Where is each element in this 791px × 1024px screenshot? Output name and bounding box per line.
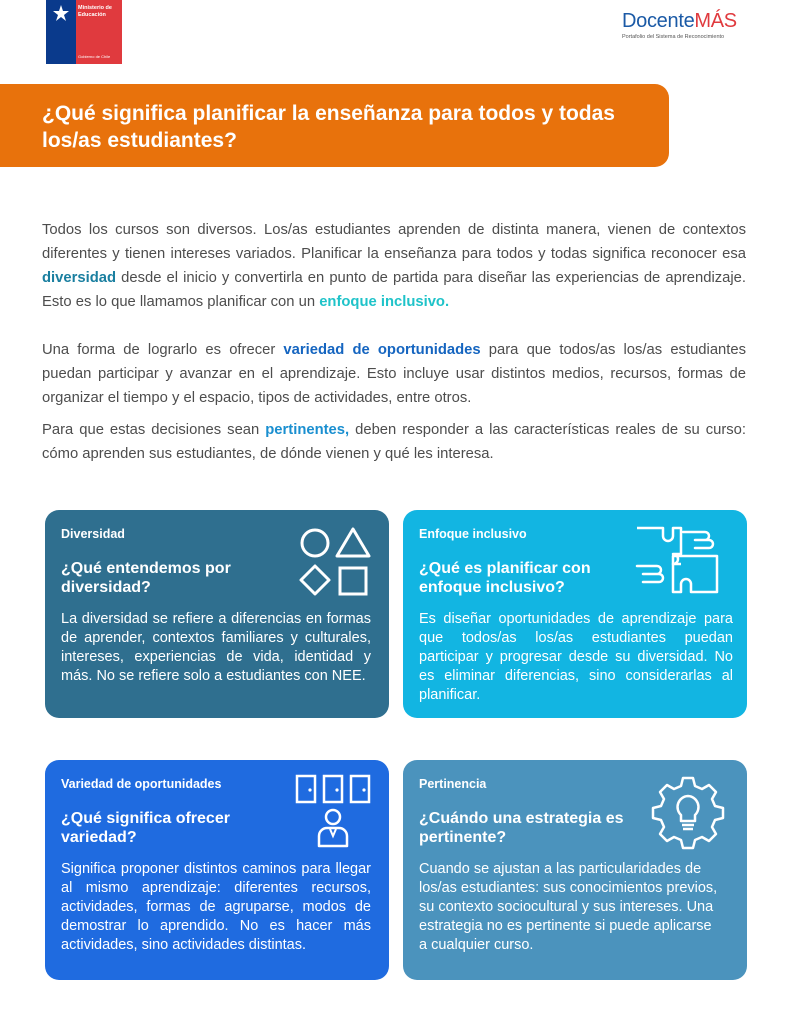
card-question: ¿Qué entendemos por diversidad? — [61, 560, 231, 596]
card-tag: Enfoque inclusivo — [419, 527, 527, 541]
card-text: La diversidad se refiere a diferencias en formas de aprender, contextos familiares y culturales, intereses, experiencias de vida, identidad y más. No se refiere solo a estudiantes con NEE. — [61, 611, 371, 684]
card-text: Significa proponer distintos caminos para llegar al mismo aprendizaje: diferentes recursos, actividades, formas de agruparse, modos de demostrar lo aprendido. No es hacer más actividades, sino actividades distintas. — [61, 861, 371, 953]
card-tag: Diversidad — [61, 527, 125, 541]
paragraph-text: para que todos/as los/as estudiantes puedan participar y avanzar en el aprendizaje. Esto incluye usar distintos medios, recursos, formas de organizar el tiempo y el espacio, tipos de actividades, entre otros. — [42, 342, 747, 406]
brand-accent: MÁS — [694, 10, 737, 32]
government-label: Gobierno de Chile — [78, 54, 111, 59]
paragraph-pertinencia — [42, 418, 746, 466]
paragraph-variedad — [42, 338, 746, 410]
docentemas-logo — [622, 10, 746, 40]
paragraph-intro — [42, 218, 746, 314]
card-diversidad — [45, 510, 389, 718]
card-question: ¿Qué significa ofrecer variedad? — [61, 810, 230, 846]
brand-subtitle: Portafolio del Sistema de Reconocimiento — [622, 34, 725, 40]
gear-bulb-icon — [651, 774, 725, 852]
card-text: Es diseñar oportunidades de aprendizaje para que todos/as los/as estudiantes puedan participar y progresar desde su diversidad. No es eliminar diferencias, sino considerarlas al planificar. — [419, 611, 733, 703]
card-variedad — [45, 760, 389, 980]
keyword-variedad: variedad de oportunidades — [283, 342, 481, 358]
shapes-icon — [295, 524, 375, 598]
keyword-enfoque-inclusivo: enfoque inclusivo. — [319, 294, 450, 310]
brand-main: Docente — [622, 10, 695, 32]
keyword-diversidad: diversidad — [42, 270, 117, 286]
paragraph-text: deben responder a las características reales de su curso: cómo aprenden sus estudiantes, de dónde vienen y qué les interesa. — [42, 422, 746, 462]
page-title: ¿Qué significa planificar la enseñanza para todos y todas los/as estudiantes? — [42, 102, 615, 152]
paragraph-text: Para que estas decisiones sean — [42, 422, 266, 438]
card-tag: Pertinencia — [419, 777, 487, 791]
chile-crest-icon — [51, 4, 71, 24]
doors-person-icon — [293, 774, 375, 848]
paragraph-text: desde el inicio y convertirla en punto de partida para diseñar las experiencias de aprendizaje. Esto es lo que llamamos planificar con un — [42, 270, 746, 310]
paragraph-text: Todos los cursos son diversos. Los/as estudiantes aprenden de distinta manera, vienen de contextos diferentes y tienen intereses variados. Planificar la enseñanza para todos y todas significa reconocer esa — [42, 222, 746, 262]
ministry-logo — [46, 0, 122, 64]
card-pertinencia — [403, 760, 747, 980]
card-enfoque-inclusivo — [403, 510, 747, 718]
keyword-pertinentes: pertinentes, — [265, 422, 350, 438]
puzzle-hands-icon — [633, 522, 721, 598]
card-tag: Variedad de oportunidades — [61, 777, 222, 791]
card-question: ¿Qué es planificar con enfoque inclusivo? — [419, 560, 591, 596]
card-text: Cuando se ajustan a las particularidades de los/as estudiantes: sus conocimientos previos, su contexto sociocultural y sus intereses. Una estrategia no es pertinente si puede aplicarse a cualquier curso. — [419, 861, 718, 953]
card-question: ¿Cuándo una estrategia es pertinente? — [419, 810, 624, 846]
title-banner — [0, 84, 669, 167]
paragraph-text: Una forma de lograrlo es ofrecer — [42, 342, 284, 358]
ministry-name: Ministerio de Educación — [78, 5, 112, 18]
